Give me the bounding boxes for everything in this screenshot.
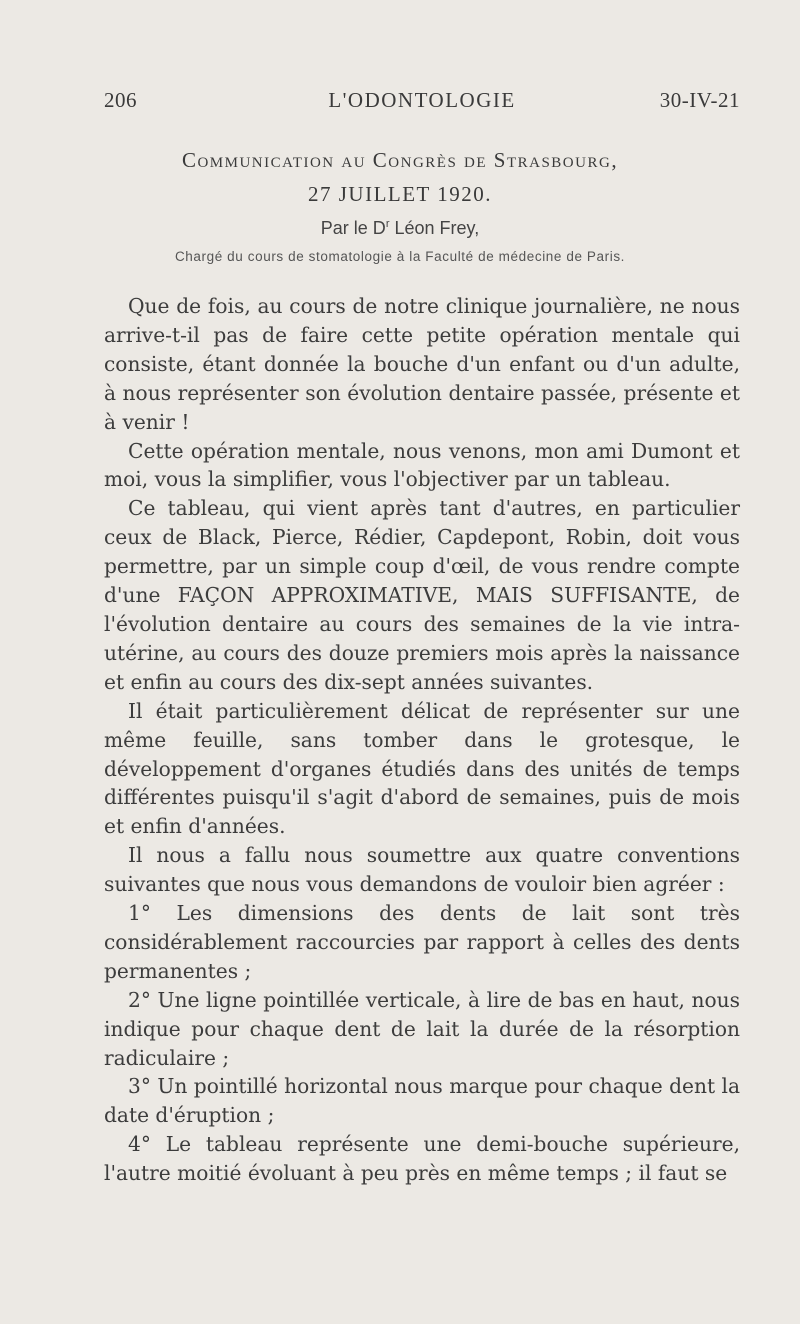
paragraph-3: Ce tableau, qui vient après tant d'autres, en particulier ceux de Black, Pierce, Rédier, Capdepont, Robin, doit vous permettre, par un simple coup d'œil, de vous rendre compte d'une FAÇON APPROXIMATIVE, MAIS SUFFISANTE, de l'évolution dentaire au cours des semaines de la vie intra-utérine, au cours des douze premiers mois après la naissance et enfin au cours des dix-sept années suivantes. — [104, 496, 740, 694]
author-name: Léon Frey, — [389, 218, 480, 238]
byline — [60, 218, 740, 239]
paragraph-6: 1° Les dimensions des dents de lait sont très considérablement raccourcies par rapport à celles des dents permanentes ; — [104, 901, 740, 983]
paragraph-5: Il nous a fallu nous soumettre aux quatre conventions suivantes que nous vous demandons de vouloir bien agréer : — [104, 843, 740, 897]
paragraph-1: Que de fois, au cours de notre clinique journalière, ne nous arrive-t-il pas de faire cette petite opération mentale qui consiste, étant donnée la bouche d'un enfant ou d'un adulte, à nous représenter son évolution dentaire passée, présente et à venir ! — [104, 294, 740, 434]
byline-prefix: Par le D — [320, 218, 386, 238]
article-title-line-1: Communication au Congrès de Strasbourg, — [181, 148, 619, 172]
issue-date: 30-IV-21 — [659, 88, 740, 112]
author-affiliation: Chargé du cours de stomatologie à la Faculté de médecine de Paris. — [174, 249, 626, 264]
paragraph-8: 3° Un pointillé horizontal nous marque pour chaque dent la date d'éruption ; — [104, 1074, 740, 1128]
page-number: 206 — [104, 88, 137, 112]
article-body — [104, 292, 740, 1188]
article-title-line-2: 27 JUILLET 1920. — [307, 182, 492, 206]
running-header — [104, 88, 740, 118]
paragraph-7: 2° Une ligne pointillée verticale, à lire de bas en haut, nous indique pour chaque dent de lait la durée de la résorption radiculaire ; — [104, 987, 740, 1070]
article-title — [60, 143, 740, 211]
paragraph-2: Cette opération mentale, nous venons, mon ami Dumont et moi, vous la simplifier, vous l'objectiver par un tableau. — [104, 438, 740, 492]
paragraph-9: 4° Le tableau représente une demi-bouche supérieure, l'autre moitié évoluant à peu près en même temps ; il faut se — [104, 1132, 740, 1186]
byline-superscript: r — [385, 218, 390, 230]
journal-title: L'ODONTOLOGIE — [328, 88, 516, 112]
paragraph-4: Il était particulièrement délicat de représenter sur une même feuille, sans tomber dans le grotesque, le développement d'organes étudiés dans des unités de temps différentes puisqu'il s'agit d'abord de semaines, puis de mois et enfin d'années. — [104, 698, 740, 839]
